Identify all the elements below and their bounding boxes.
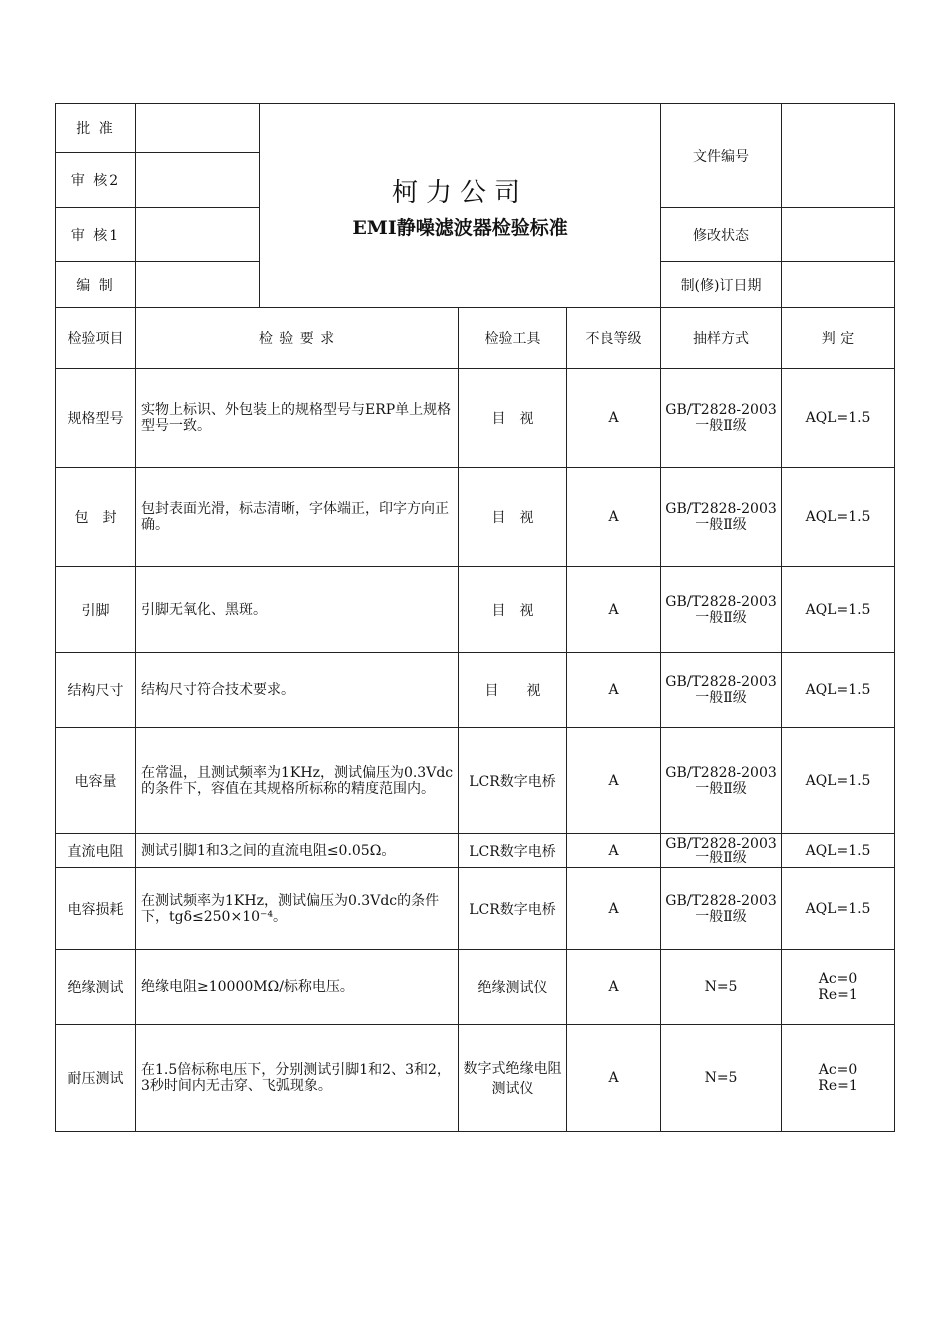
review1-label: 审 核1 [56, 208, 136, 262]
row-defect: A [567, 950, 661, 1025]
sampling-level: 一般Ⅱ级 [695, 690, 747, 706]
sampling-standard: GB/T2828-2003 [665, 835, 777, 852]
date-value [782, 262, 895, 308]
judge-primary: AQL=1.5 [805, 772, 871, 789]
col-tool: 检验工具 [459, 308, 567, 369]
sampling-standard: N=5 [704, 1070, 738, 1086]
row-defect: A [567, 834, 661, 868]
row-judge [782, 1025, 895, 1132]
sampling-standard: GB/T2828-2003 [665, 892, 777, 909]
row-requirement: 测试引脚1和3之间的直流电阻≤0.05Ω。 [136, 834, 459, 868]
sampling-level: 一般Ⅱ级 [695, 418, 747, 434]
row-item: 结构尺寸 [56, 653, 136, 728]
doc-number-value [782, 104, 895, 208]
row-requirement: 引脚无氧化、黑斑。 [136, 567, 459, 653]
row-defect: A [567, 868, 661, 950]
row-tool: 目 视 [459, 468, 567, 567]
judge-primary: AQL=1.5 [805, 900, 871, 917]
date-label: 制(修)订日期 [661, 262, 782, 308]
sampling-standard: GB/T2828-2003 [665, 501, 777, 517]
row-sampling [661, 468, 782, 567]
row-item: 包 封 [56, 468, 136, 567]
col-item: 检验项目 [56, 308, 136, 369]
sampling-standard: GB/T2828-2003 [665, 764, 777, 781]
review2-value [136, 153, 260, 208]
title-block [260, 104, 661, 308]
row-sampling [661, 834, 782, 868]
review1-value [136, 208, 260, 262]
document-title: EMI静噪滤波器检验标准 [352, 216, 568, 239]
table-row [56, 468, 895, 567]
judge-secondary: Re=1 [818, 987, 858, 1003]
approve-label: 批 准 [56, 104, 136, 153]
sampling-standard: GB/T2828-2003 [665, 402, 777, 418]
row-requirement: 结构尺寸符合技术要求。 [136, 653, 459, 728]
row-requirement: 在1.5倍标称电压下，分别测试引脚1和2、3和2，3秒时间内无击穿、飞弧现象。 [136, 1025, 459, 1132]
revision-value [782, 208, 895, 262]
row-tool: 目 视 [459, 369, 567, 468]
row-judge [782, 834, 895, 868]
sampling-level: 一般Ⅱ级 [695, 780, 747, 797]
row-item: 引脚 [56, 567, 136, 653]
row-defect: A [567, 728, 661, 834]
row-item: 电容损耗 [56, 868, 136, 950]
row-sampling [661, 653, 782, 728]
col-judge: 判 定 [782, 308, 895, 369]
row-judge [782, 468, 895, 567]
inspection-table [55, 103, 895, 1132]
row-sampling [661, 728, 782, 834]
judge-primary: AQL=1.5 [805, 601, 871, 618]
judge-primary: Ac=0 [818, 1062, 858, 1078]
company-name: 柯力公司 [392, 177, 529, 208]
table-row [56, 868, 895, 950]
row-sampling [661, 1025, 782, 1132]
row-sampling [661, 567, 782, 653]
col-requirement: 检 验 要 求 [136, 308, 459, 369]
judge-primary: AQL=1.5 [805, 682, 871, 698]
row-requirement: 绝缘电阻≥10000MΩ/标称电压。 [136, 950, 459, 1025]
row-defect: A [567, 567, 661, 653]
judge-primary: AQL=1.5 [805, 410, 871, 426]
row-judge [782, 868, 895, 950]
row-judge [782, 653, 895, 728]
row-requirement: 在测试频率为1KHz，测试偏压为0.3Vdc的条件下，tgδ≤250×10⁻⁴。 [136, 868, 459, 950]
row-item: 耐压测试 [56, 1025, 136, 1132]
row-tool: 数字式绝缘电阻测试仪 [459, 1025, 567, 1132]
doc-number-label: 文件编号 [661, 104, 782, 208]
row-item: 绝缘测试 [56, 950, 136, 1025]
row-tool: LCR数字电桥 [459, 868, 567, 950]
table-row [56, 834, 895, 868]
row-judge [782, 950, 895, 1025]
row-item: 规格型号 [56, 369, 136, 468]
row-sampling [661, 868, 782, 950]
row-tool: LCR数字电桥 [459, 728, 567, 834]
sampling-standard: GB/T2828-2003 [665, 593, 777, 610]
table-row [56, 1025, 895, 1132]
revision-label: 修改状态 [661, 208, 782, 262]
sampling-standard: N=5 [704, 979, 738, 995]
judge-primary: AQL=1.5 [805, 509, 871, 525]
row-item: 直流电阻 [56, 834, 136, 868]
row-tool: 绝缘测试仪 [459, 950, 567, 1025]
judge-primary: Ac=0 [818, 971, 858, 987]
row-requirement: 实物上标识、外包装上的规格型号与ERP单上规格型号一致。 [136, 369, 459, 468]
row-defect: A [567, 468, 661, 567]
judge-primary: AQL=1.5 [805, 842, 871, 859]
row-tool: 目 视 [459, 567, 567, 653]
row-judge [782, 369, 895, 468]
prepare-value [136, 262, 260, 308]
row-tool: 目 视 [459, 653, 567, 728]
col-sampling: 抽样方式 [661, 308, 782, 369]
sampling-level: 一般Ⅱ级 [695, 609, 747, 626]
row-judge [782, 728, 895, 834]
table-row [56, 567, 895, 653]
row-sampling [661, 950, 782, 1025]
row-judge [782, 567, 895, 653]
row-defect: A [567, 653, 661, 728]
row-item: 电容量 [56, 728, 136, 834]
row-defect: A [567, 369, 661, 468]
sampling-level: 一般Ⅱ级 [695, 849, 747, 866]
row-sampling [661, 369, 782, 468]
inspection-standard-sheet [55, 103, 894, 1132]
table-row [56, 950, 895, 1025]
sampling-level: 一般Ⅱ级 [695, 517, 747, 533]
table-row [56, 653, 895, 728]
judge-secondary: Re=1 [818, 1078, 858, 1094]
row-requirement: 包封表面光滑，标志清晰，字体端正，印字方向正确。 [136, 468, 459, 567]
review2-label: 审 核2 [56, 153, 136, 208]
row-requirement: 在常温，且测试频率为1KHz，测试偏压为0.3Vdc的条件下，容值在其规格所标称的精度范围内。 [136, 728, 459, 834]
table-row [56, 728, 895, 834]
row-tool: LCR数字电桥 [459, 834, 567, 868]
approve-value [136, 104, 260, 153]
table-row [56, 369, 895, 468]
col-defect: 不良等级 [567, 308, 661, 369]
sampling-level: 一般Ⅱ级 [695, 908, 747, 925]
row-defect: A [567, 1025, 661, 1132]
prepare-label: 编 制 [56, 262, 136, 308]
sampling-standard: GB/T2828-2003 [665, 674, 777, 690]
